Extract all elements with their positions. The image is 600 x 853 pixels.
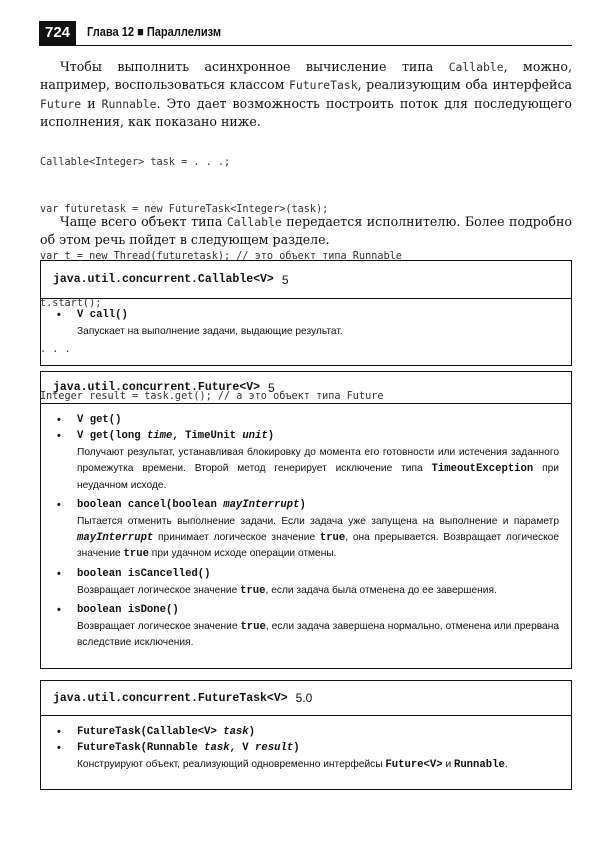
text-run: . bbox=[504, 759, 508, 770]
code-term: Runnable bbox=[101, 96, 157, 111]
text-run: при удачном исходе операции отмены. bbox=[148, 548, 337, 560]
code-line: t.start(); bbox=[40, 297, 102, 309]
code-line: var futuretask = new FutureTask<Integer>(task); bbox=[40, 203, 329, 215]
text-run: при неудачном исходе. bbox=[77, 463, 559, 491]
code-term: Runnable bbox=[453, 759, 505, 771]
api-box-body bbox=[41, 404, 571, 665]
text-run: Возвращает логическое значение bbox=[77, 621, 241, 633]
method-description bbox=[53, 757, 559, 773]
api-box-future bbox=[40, 371, 572, 669]
api-box-title bbox=[41, 261, 571, 299]
version: 5 bbox=[281, 272, 289, 287]
code-line: Integer result = task.get(); // а это объект типа Future bbox=[40, 391, 384, 403]
code-term: Callable bbox=[448, 60, 504, 74]
method-description bbox=[53, 514, 559, 563]
parameter-name: task bbox=[204, 742, 230, 754]
chapter-title: Глава 12 ■ Параллелизм bbox=[87, 24, 222, 39]
text-run: Пытается отменить выполнение задачи. Если задача уже запущена на выполнение и параметр bbox=[77, 515, 559, 527]
method-signature bbox=[53, 742, 559, 754]
code-term: FutureTask bbox=[289, 78, 358, 93]
code-term: true bbox=[240, 621, 266, 634]
api-box-callable bbox=[40, 260, 572, 366]
method-signature bbox=[53, 499, 559, 511]
method-signature bbox=[53, 309, 559, 321]
parameter-name: result bbox=[255, 742, 294, 754]
text-run: . Это дает возможность построить поток для последующего исполнения, как показано ниже. bbox=[40, 95, 573, 129]
text-run: FutureTask(Callable<V> bbox=[77, 726, 224, 738]
running-header bbox=[39, 21, 572, 46]
method-description bbox=[53, 583, 559, 599]
text-run: , она прерывается. Возвращает логическое значение bbox=[77, 532, 559, 560]
text-run: V call() bbox=[77, 309, 128, 321]
text-run: Получают результат, устанавливая блокировку до момента его готовности или истечения заданного промежутка времени. Второй метод генерирует исключение типа bbox=[77, 447, 559, 475]
api-box-title bbox=[41, 372, 571, 404]
method-signature bbox=[53, 430, 559, 442]
text-run: boolean isCancelled() bbox=[77, 567, 211, 580]
method-description bbox=[53, 445, 559, 494]
parameter-name: mayInterrupt bbox=[223, 498, 300, 511]
code-term: true bbox=[123, 548, 149, 561]
code-term: true bbox=[240, 584, 266, 597]
text-run: ) bbox=[267, 430, 275, 442]
text-run: Запускает на выполнение задачи, выдающие результат. bbox=[77, 326, 343, 337]
method-signature bbox=[53, 414, 559, 426]
text-run: V get(long bbox=[77, 430, 147, 442]
text-run: Чаще всего объект типа bbox=[60, 214, 227, 229]
text-run: , если задача была отменена до ее завершения. bbox=[265, 584, 497, 596]
parameter-name: unit bbox=[242, 430, 268, 442]
text-run: V get() bbox=[77, 414, 122, 426]
text-run: FutureTask(Runnable bbox=[77, 742, 205, 754]
text-run: Конструируют объект, реализующий одновременно интерфейсы bbox=[77, 759, 386, 770]
text-run: , можно, например, воспользоваться классом bbox=[40, 59, 572, 93]
method-signature bbox=[53, 568, 559, 580]
paragraph-executor bbox=[40, 213, 572, 249]
page-number: 724 bbox=[39, 21, 76, 45]
code-term: mayInterrupt bbox=[77, 532, 154, 545]
method-description bbox=[53, 324, 559, 340]
paragraph-intro bbox=[40, 58, 572, 130]
code-term: Future<V> bbox=[385, 759, 443, 771]
text-run: ) bbox=[299, 498, 306, 511]
text-run: , TimeUnit bbox=[172, 430, 243, 442]
api-box-body bbox=[41, 716, 571, 786]
text-run: , V bbox=[229, 742, 256, 754]
text-run: boolean cancel(boolean bbox=[77, 498, 224, 511]
code-line: . . . bbox=[40, 344, 71, 356]
method-description bbox=[53, 619, 559, 652]
version: 5.0 bbox=[295, 691, 313, 705]
text-run: ) bbox=[248, 726, 256, 738]
api-box-body bbox=[41, 299, 571, 353]
text-run: , реализующим оба интерфейса bbox=[357, 77, 573, 93]
code-term: Future bbox=[40, 96, 82, 111]
text-run: и bbox=[81, 95, 102, 111]
text-run: boolean isDone() bbox=[77, 604, 179, 617]
api-box-futuretask bbox=[40, 680, 572, 790]
class-name: java.util.concurrent.FutureTask<V> bbox=[53, 691, 288, 705]
code-term: true bbox=[319, 532, 346, 545]
class-name: java.util.concurrent.Future<V> bbox=[53, 381, 261, 394]
code-term: Callable bbox=[226, 215, 282, 229]
method-signature bbox=[53, 726, 559, 738]
text-run: , если задача завершена нормально, отменена или прервана вследствие исключения. bbox=[77, 621, 559, 649]
text-run: и bbox=[442, 759, 454, 770]
text-run: передается исполнителю. Более подробно об этом речь пойдет в следующем разделе. bbox=[40, 214, 572, 248]
code-term: TimeoutException bbox=[431, 463, 534, 476]
text-run: Возвращает логическое значение bbox=[77, 584, 241, 596]
api-box-title bbox=[41, 681, 571, 716]
code-line: var t = new Thread(futuretask); // это объект типа Runnable bbox=[40, 250, 402, 262]
text-run: принимает логическое значение bbox=[153, 532, 320, 544]
parameter-name: time bbox=[146, 430, 173, 442]
code-line: Callable<Integer> task = . . .; bbox=[40, 157, 231, 169]
class-name: java.util.concurrent.Callable<V> bbox=[53, 273, 274, 286]
text-run: ) bbox=[293, 742, 300, 754]
method-signature bbox=[53, 604, 559, 616]
version: 5 bbox=[268, 380, 275, 395]
parameter-name: task bbox=[223, 726, 249, 738]
text-run: Чтобы выполнить асинхронное вычисление типа bbox=[60, 59, 449, 74]
